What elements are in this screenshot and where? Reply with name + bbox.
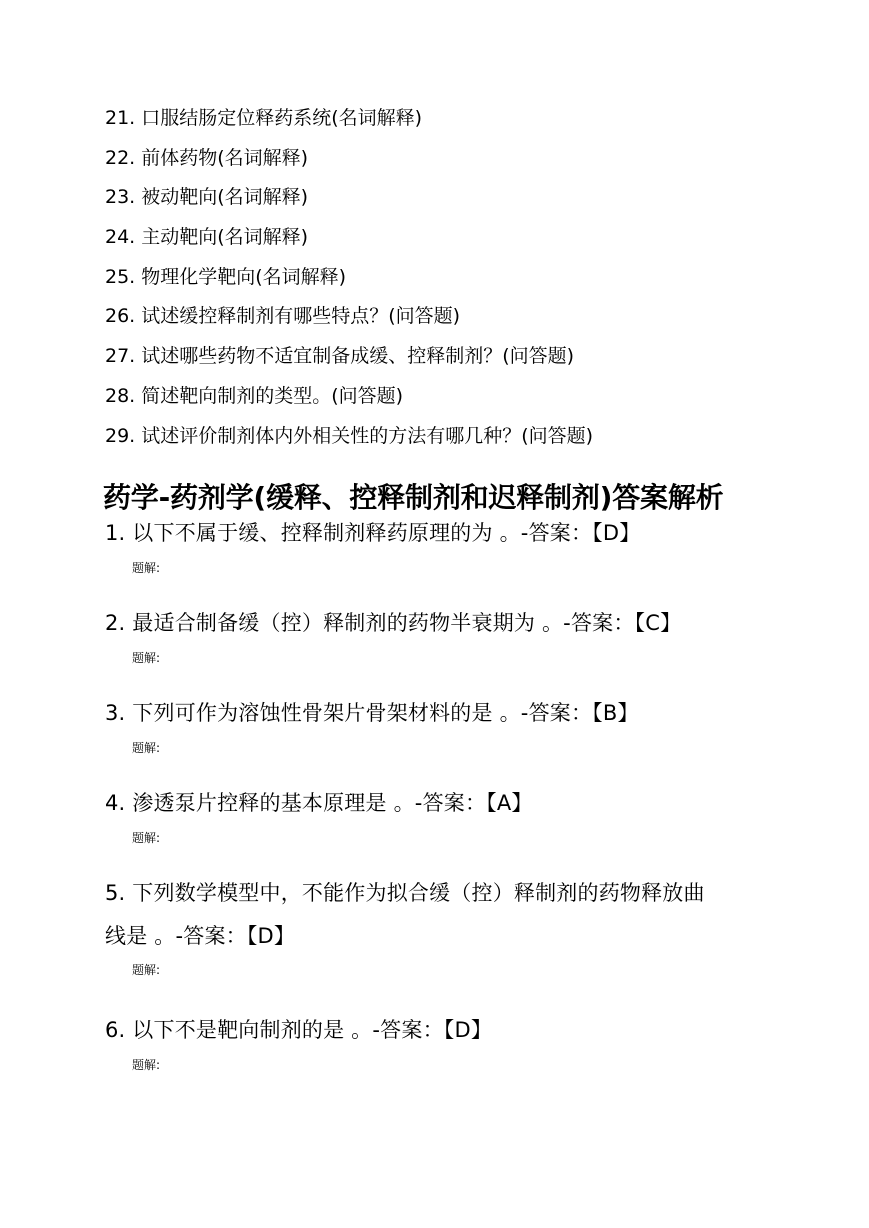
list-item: 23. 被动靶向(名词解释) [105,186,309,209]
answer-explanation: 题解: [132,561,161,575]
answer-explanation: 题解: [132,1058,161,1072]
answer-question-line-2: 线是 。-答案：【D】 [105,924,296,948]
answer-item [105,1007,805,1075]
answer-explanation: 题解: [132,651,161,665]
list-item: 24. 主动靶向(名词解释) [105,226,309,249]
answer-item [105,600,805,668]
answer-explanation: 题解: [132,741,161,755]
answer-item [105,510,805,578]
answer-question: 1. 以下不属于缓、控释制剂释药原理的为 。-答案：【D】 [105,521,641,545]
question-list [105,103,805,460]
answer-question: 4. 渗透泵片控释的基本原理是 。-答案：【A】 [105,791,533,815]
list-item: 27. 试述哪些药物不适宜制备成缓、控释制剂？(问答题) [105,345,575,368]
list-item: 22. 前体药物(名词解释) [105,146,309,169]
answer-item [105,870,805,980]
answer-question: 6. 以下不是靶向制剂的是 。-答案：【D】 [105,1018,493,1042]
answer-item [105,690,805,758]
list-item: 21. 口服结肠定位释药系统(名词解释) [105,107,423,129]
list-item: 25. 物理化学靶向(名词解释) [105,265,347,288]
answer-question: 2. 最适合制备缓（控）释制剂的药物半衰期为 。-答案：【C】 [105,611,682,635]
answer-question: 3. 下列可作为溶蚀性骨架片骨架材料的是 。-答案：【B】 [105,701,639,725]
list-item: 29. 试述评价制剂体内外相关性的方法有哪几种？(问答题) [105,424,594,447]
list-item: 28. 简述靶向制剂的类型。(问答题) [105,384,404,407]
answer-question-line-1: 5. 下列数学模型中，不能作为拟合缓（控）释制剂的药物释放曲 [105,881,705,905]
answer-explanation: 题解: [132,963,161,977]
list-item: 26. 试述缓控释制剂有哪些特点？(问答题) [105,305,461,328]
answer-item [105,780,805,848]
section-title: 药学-药剂学(缓释、控释制剂和迟释制剂)答案解析 [103,481,724,514]
answer-explanation: 题解: [132,831,161,845]
